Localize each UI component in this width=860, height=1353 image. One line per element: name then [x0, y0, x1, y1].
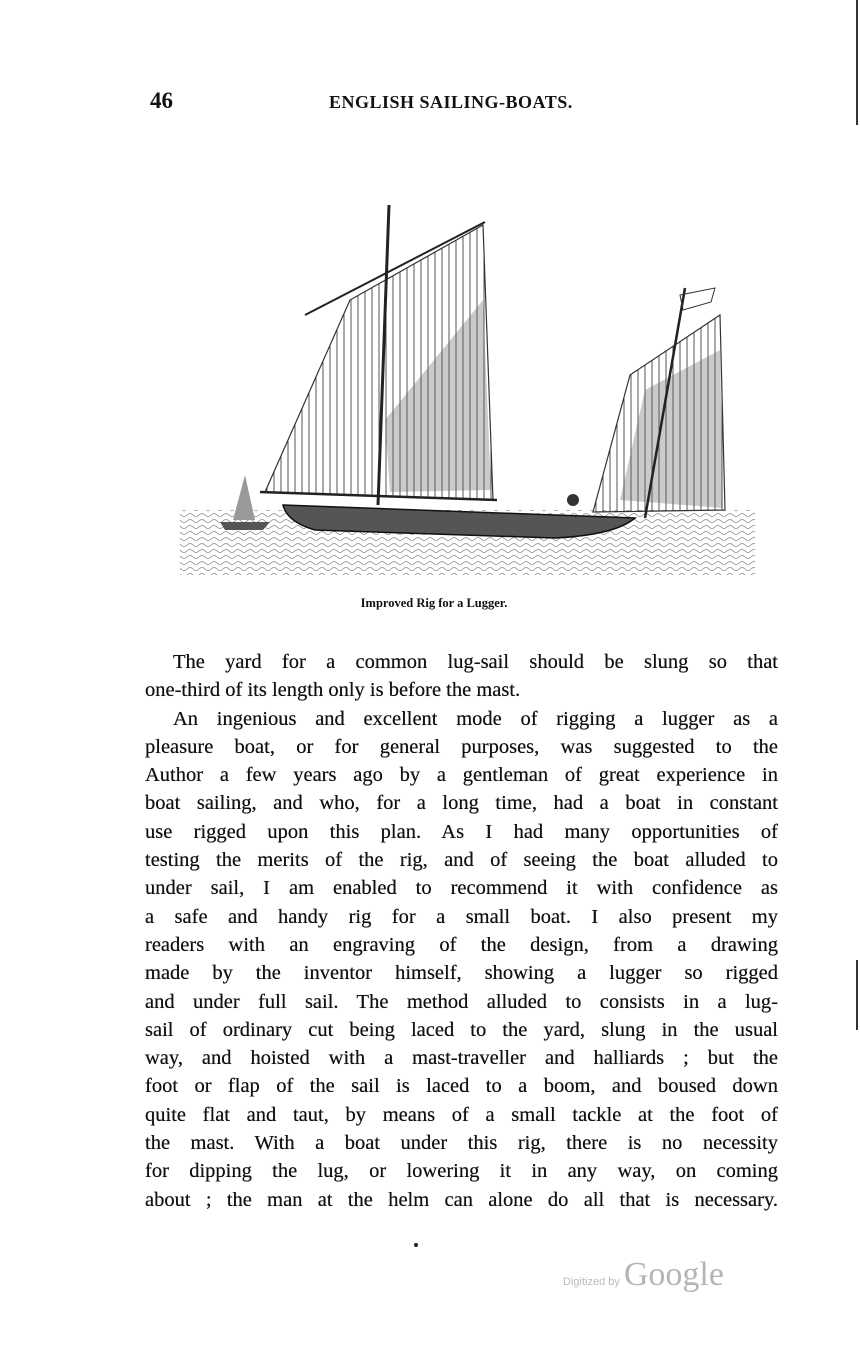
- ink-dot: [414, 1243, 418, 1247]
- text-line: a safe and handy rig for a small boat. I also present my: [145, 905, 778, 928]
- text-line: use rigged upon this plan. As I had many opportunities of: [145, 820, 778, 843]
- text-line: for dipping the lug, or lowering it in any way, on coming: [145, 1160, 778, 1183]
- text-line: about ; the man at the helm can alone do all that is necessary.: [145, 1188, 778, 1211]
- text-line: Author a few years ago by a gentleman of great experience in: [145, 764, 778, 787]
- page-edge: [856, 960, 858, 1030]
- body-text: [145, 648, 778, 1214]
- page-number: 46: [150, 88, 173, 113]
- text-line: made by the inventor himself, showing a lugger so rigged: [145, 962, 778, 985]
- watermark-brand: Google: [623, 1256, 724, 1293]
- text-line: under sail, I am enabled to recommend it with confidence as: [145, 877, 778, 900]
- text-line: An ingenious and excellent mode of rigging a lugger as a: [173, 707, 778, 730]
- running-head: ENGLISH SAILING-BOATS.: [329, 92, 573, 112]
- page-edge: [856, 0, 858, 125]
- text-line: way, and hoisted with a mast-traveller and halliards ; but the: [145, 1047, 778, 1070]
- text-line: The yard for a common lug-sail should be slung so that: [173, 651, 778, 673]
- text-line: foot or flap of the sail is laced to a boom, and boused down: [145, 1075, 778, 1098]
- text-line: sail of ordinary cut being laced to the yard, slung in the usual: [145, 1018, 778, 1041]
- google-watermark: [563, 1256, 724, 1294]
- text-line: one-third of its length only is before the mast.: [145, 679, 521, 702]
- figure-caption: Improved Rig for a Lugger.: [360, 596, 508, 610]
- text-line: testing the merits of the rig, and of seeing the boat alluded to: [145, 849, 778, 872]
- text-line: the mast. With a boat under this rig, there is no necessity: [145, 1132, 778, 1155]
- text-line: pleasure boat, or for general purposes, was suggested to the: [145, 735, 778, 758]
- lugger-illustration: [175, 200, 760, 580]
- text-line: boat sailing, and who, for a long time, had a boat in constant: [145, 792, 778, 815]
- text-line: quite flat and taut, by means of a small tackle at the foot of: [145, 1103, 778, 1126]
- text-line: readers with an engraving of the design, from a drawing: [145, 933, 778, 956]
- watermark-prefix: Digitized by: [563, 1276, 620, 1288]
- text-line: and under full sail. The method alluded to consists in a lug-: [145, 990, 778, 1013]
